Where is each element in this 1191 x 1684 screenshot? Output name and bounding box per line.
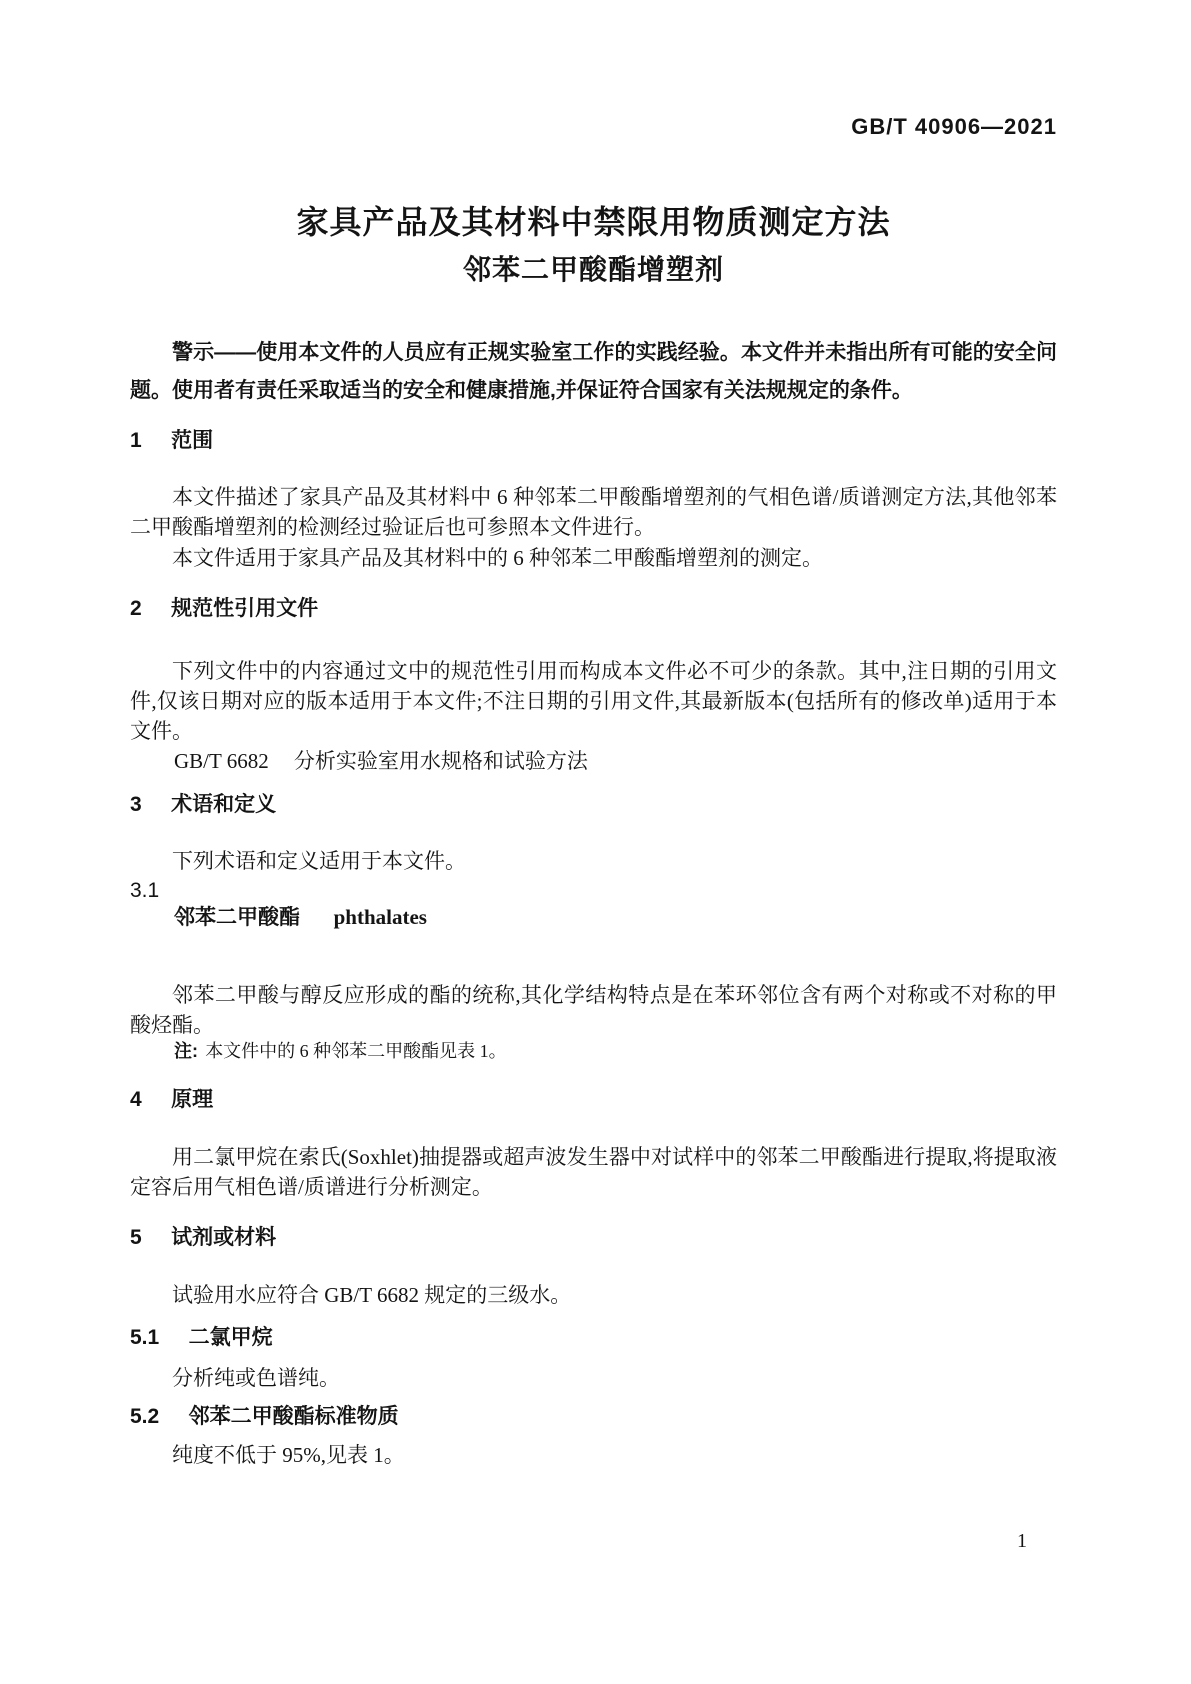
term-note bbox=[130, 1038, 1101, 1064]
section-5-number: 5 bbox=[130, 1226, 142, 1249]
section-2-title: 规范性引用文件 bbox=[171, 597, 319, 620]
section-5-1-heading bbox=[130, 1325, 1057, 1351]
section-5-intro: 试验用水应符合 GB/T 6682 规定的三级水。 bbox=[172, 1283, 572, 1307]
section-3-intro: 下列术语和定义适用于本文件。 bbox=[172, 849, 466, 873]
term-number: 3.1 bbox=[130, 879, 160, 902]
warning-paragraph: 警示——使用本文件的人员应有正规实验室工作的实践经验。本文件并未指出所有可能的安全问题。使用者有责任采取适当的安全和健康措施,并保证符合国家有关法规规定的条件。 bbox=[130, 341, 1057, 402]
section-5-1-paragraph-1: 分析纯或色谱纯。 bbox=[172, 1366, 340, 1390]
document-title-line2: 邻苯二甲酸酯增塑剂 bbox=[462, 254, 724, 285]
section-4-number: 4 bbox=[130, 1088, 142, 1111]
section-5-2-paragraph-1: 纯度不低于 95%,见表 1。 bbox=[172, 1443, 405, 1467]
section-5-heading bbox=[130, 1225, 1057, 1251]
section-2-paragraph-1: 下列文件中的内容通过文中的规范性引用而构成本文件必不可少的条款。其中,注日期的引用文件,仅该日期对应的版本适用于本文件;不注日期的引用文件,其最新版本(包括所有的修改单)适用于本文件。 bbox=[130, 659, 1057, 743]
section-1-heading bbox=[130, 428, 1057, 454]
section-5-2-title: 邻苯二甲酸酯标准物质 bbox=[188, 1405, 399, 1428]
section-4-heading bbox=[130, 1087, 1057, 1113]
term-name-english: phthalates bbox=[333, 905, 427, 929]
section-5-title: 试剂或材料 bbox=[171, 1226, 277, 1249]
section-5-2-heading bbox=[130, 1404, 1057, 1430]
section-4-title: 原理 bbox=[171, 1088, 214, 1111]
section-3-heading bbox=[130, 792, 1057, 818]
page-number: 1 bbox=[1017, 1530, 1027, 1552]
normative-reference bbox=[130, 746, 1101, 776]
section-1-paragraph-1: 本文件描述了家具产品及其材料中 6 种邻苯二甲酸酯增塑剂的气相色谱/质谱测定方法,其他邻苯二甲酸酯增塑剂的检测经过验证后也可参照本文件进行。 bbox=[130, 485, 1057, 539]
section-3-number: 3 bbox=[130, 793, 142, 816]
section-1-paragraph-2: 本文件适用于家具产品及其材料中的 6 种邻苯二甲酸酯增塑剂的测定。 bbox=[172, 546, 823, 570]
term-entry bbox=[130, 904, 1101, 931]
doc-number: GB/T 40906—2021 bbox=[851, 114, 1057, 139]
term-definition: 邻苯二甲酸与醇反应形成的酯的统称,其化学结构特点是在苯环邻位含有两个对称或不对称的甲酸烃酯。 bbox=[130, 983, 1057, 1037]
section-5-1-title: 二氯甲烷 bbox=[188, 1326, 273, 1349]
document-title-line1: 家具产品及其材料中禁限用物质测定方法 bbox=[296, 204, 891, 240]
section-5-2-number: 5.2 bbox=[130, 1405, 160, 1428]
section-5-1-number: 5.1 bbox=[130, 1326, 160, 1349]
term-name-chinese: 邻苯二甲酸酯 bbox=[174, 906, 300, 929]
reference-code: GB/T 6682 bbox=[174, 749, 269, 773]
section-4-paragraph-1: 用二氯甲烷在索氏(Soxhlet)抽提器或超声波发生器中对试样中的邻苯二甲酸酯进行提取,将提取液定容后用气相色谱/质谱进行分析测定。 bbox=[130, 1145, 1057, 1199]
section-3-title: 术语和定义 bbox=[171, 793, 277, 816]
reference-title: 分析实验室用水规格和试验方法 bbox=[293, 749, 588, 773]
note-label: 注: bbox=[174, 1041, 198, 1061]
section-2-heading bbox=[130, 596, 1057, 622]
section-1-title: 范围 bbox=[171, 429, 214, 452]
section-1-number: 1 bbox=[130, 429, 142, 452]
note-text: 本文件中的 6 种邻苯二甲酸酯见表 1。 bbox=[205, 1041, 507, 1061]
section-2-number: 2 bbox=[130, 597, 142, 620]
